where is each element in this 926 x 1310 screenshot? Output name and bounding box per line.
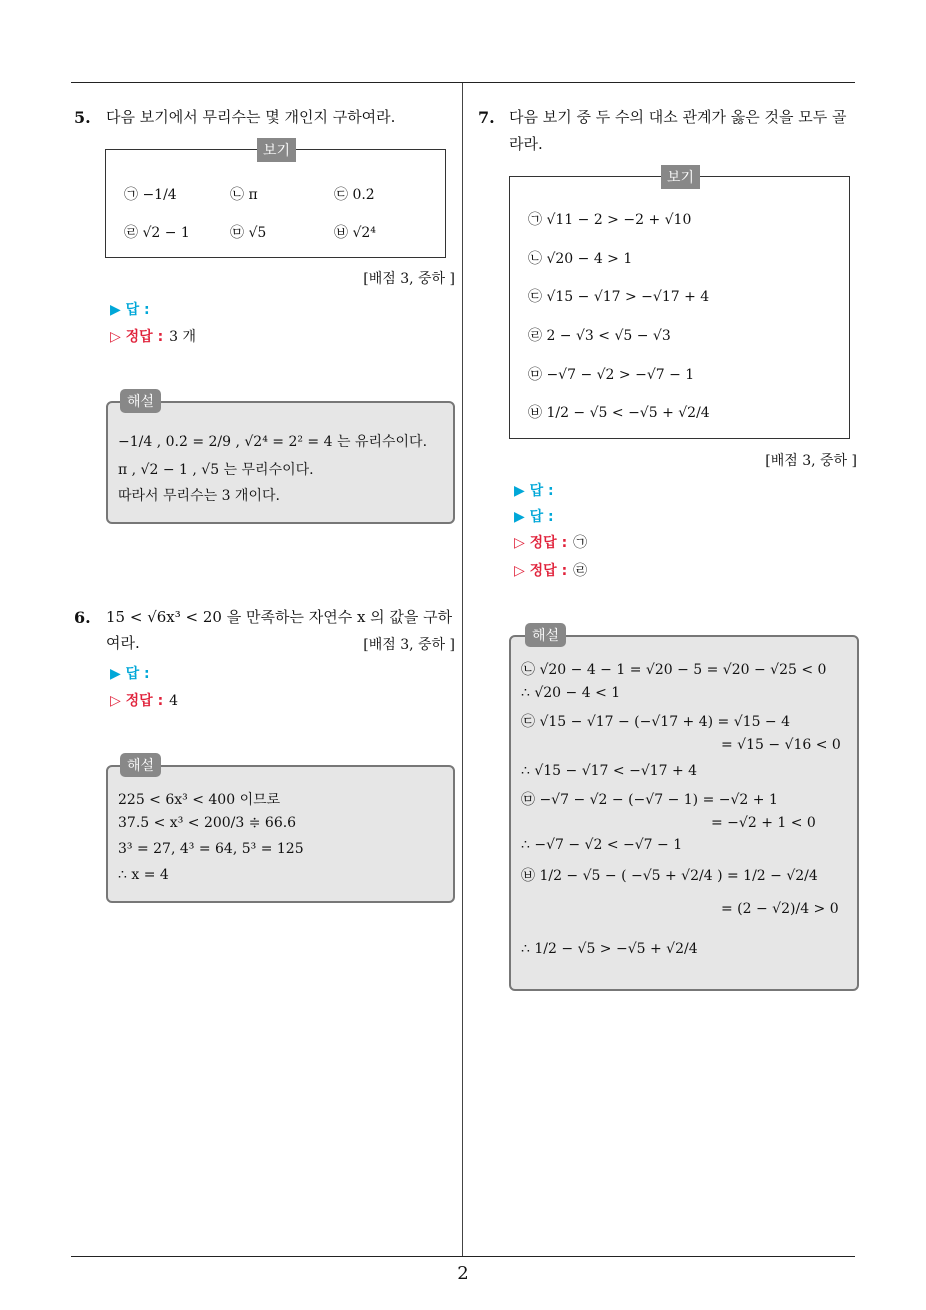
q5-item-1: ㉠ −1/4	[124, 187, 177, 203]
q6-correct-answer	[110, 690, 178, 710]
q5-correct-label: ▷ 정답 :	[110, 329, 164, 345]
q7-explanation-line: ∴ √20 − 4 < 1	[521, 685, 621, 701]
q6-explanation-line: ∴ x = 4	[118, 867, 169, 883]
q5-explanation-line: 따라서 무리수는 3 개이다.	[118, 488, 280, 504]
q7-number: 7.	[478, 108, 495, 127]
q7-explanation-line: ∴ 1/2 − √5 > −√5 + √2/4	[521, 941, 698, 957]
q7-question-line-2: 라라.	[509, 135, 543, 153]
q5-item-4: ㉣ √2 − 1	[124, 225, 190, 241]
q7-correct-label: ▷ 정답 :	[514, 563, 568, 579]
q6-score: [배점 3, 중하 ]	[363, 637, 455, 653]
q5-explanation-line: −1/4 , 0.2̇ = 2/9 , √2⁴ = 2² = 4 는 유리수이다.	[118, 434, 428, 450]
q7-bogi-box	[509, 170, 850, 439]
q5-bogi-box	[105, 143, 446, 258]
q7-correct-label: ▷ 정답 :	[514, 535, 568, 551]
q7-correct-value: ㉣	[573, 563, 588, 579]
q5-score: [배점 3, 중하 ]	[363, 271, 455, 287]
q5-number: 5.	[74, 108, 91, 127]
q7-explanation-label: 해설	[525, 623, 566, 647]
q6-explanation-label: 해설	[120, 753, 161, 777]
q6-correct-label: ▷ 정답 :	[110, 693, 164, 709]
q7-explanation-line: = −√2 + 1 < 0	[711, 815, 816, 831]
q7-score: [배점 3, 중하 ]	[765, 453, 857, 469]
q7-explanation-line: = √15 − √16 < 0	[721, 737, 841, 753]
q5-item-5: ㉤ √5	[230, 225, 267, 241]
q7-correct-answer-1	[514, 532, 587, 552]
q7-bogi-label: 보기	[661, 165, 700, 189]
q6-explanation-line: 225 < 6x³ < 400 이므로	[118, 792, 281, 808]
q5-correct-value: 3 개	[169, 329, 197, 345]
q6-answer-label: ▶ 답 :	[110, 666, 150, 682]
q6-question-line-2: 여라.	[106, 634, 140, 652]
q7-explanation-line: ㉢ √15 − √17 − (−√17 + 4) = √15 − 4	[521, 714, 791, 730]
bottom-rule	[71, 1256, 855, 1257]
page-number: 2	[457, 1263, 469, 1284]
q7-item-6: ㉥ 1/2 − √5 < −√5 + √2/4	[528, 405, 710, 421]
q7-item-3: ㉢ √15 − √17 > −√17 + 4	[528, 289, 710, 305]
q5-item-2: ㉡ π	[230, 187, 258, 203]
q6-number: 6.	[74, 608, 91, 627]
q7-answer-label-1: ▶ 답 :	[514, 483, 554, 499]
q5-explanation-line: π , √2 − 1 , √5 는 무리수이다.	[118, 462, 314, 478]
q6-correct-value: 4	[169, 693, 179, 709]
q5-explanation-label: 해설	[120, 389, 161, 413]
q7-item-2: ㉡ √20 − 4 > 1	[528, 251, 633, 267]
column-divider	[462, 83, 463, 1257]
q7-explanation-box	[509, 628, 859, 991]
q5-answer-label: ▶ 답 :	[110, 302, 150, 318]
q5-explanation-box	[106, 394, 455, 524]
q7-item-5: ㉤ −√7 − √2 > −√7 − 1	[528, 367, 695, 383]
q7-explanation-line: ㉡ √20 − 4 − 1 = √20 − 5 = √20 − √25 < 0	[521, 662, 827, 678]
q7-correct-value: ㉠	[573, 535, 588, 551]
q7-item-4: ㉣ 2 − √3 < √5 − √3	[528, 328, 671, 344]
q7-explanation-line: ㉥ 1/2 − √5 − ( −√5 + √2/4 ) = 1/2 − √2/4	[521, 868, 818, 884]
q7-question-line-1: 다음 보기 중 두 수의 대소 관계가 옳은 것을 모두 골	[509, 108, 847, 126]
q7-item-1: ㉠ √11 − 2 > −2 + √10	[528, 212, 692, 228]
top-rule	[71, 82, 855, 83]
q7-explanation-line: ∴ √15 − √17 < −√17 + 4	[521, 763, 698, 779]
q7-explanation-line: = (2 − √2)/4 > 0	[721, 901, 839, 917]
q6-explanation-line: 3³ = 27, 4³ = 64, 5³ = 125	[118, 841, 304, 857]
q6-question-line-1: 15 < √6x³ < 20 을 만족하는 자연수 x 의 값을 구하	[106, 608, 453, 626]
q6-explanation-box	[106, 758, 455, 903]
q5-bogi-label: 보기	[257, 138, 296, 162]
q7-answer-label-2: ▶ 답 :	[514, 509, 554, 525]
q5-question-text: 다음 보기에서 무리수는 몇 개인지 구하여라.	[106, 108, 396, 126]
q5-correct-answer	[110, 326, 196, 346]
q7-explanation-line: ㉤ −√7 − √2 − (−√7 − 1) = −√2 + 1	[521, 792, 778, 808]
q6-explanation-line: 37.5 < x³ < 200/3 ≑ 66.6	[118, 815, 297, 831]
q5-item-3: ㉢ 0.2̇	[334, 187, 375, 203]
q7-correct-answer-2	[514, 560, 587, 580]
q7-explanation-line: ∴ −√7 − √2 < −√7 − 1	[521, 837, 683, 853]
q5-item-6: ㉥ √2⁴	[334, 225, 376, 241]
